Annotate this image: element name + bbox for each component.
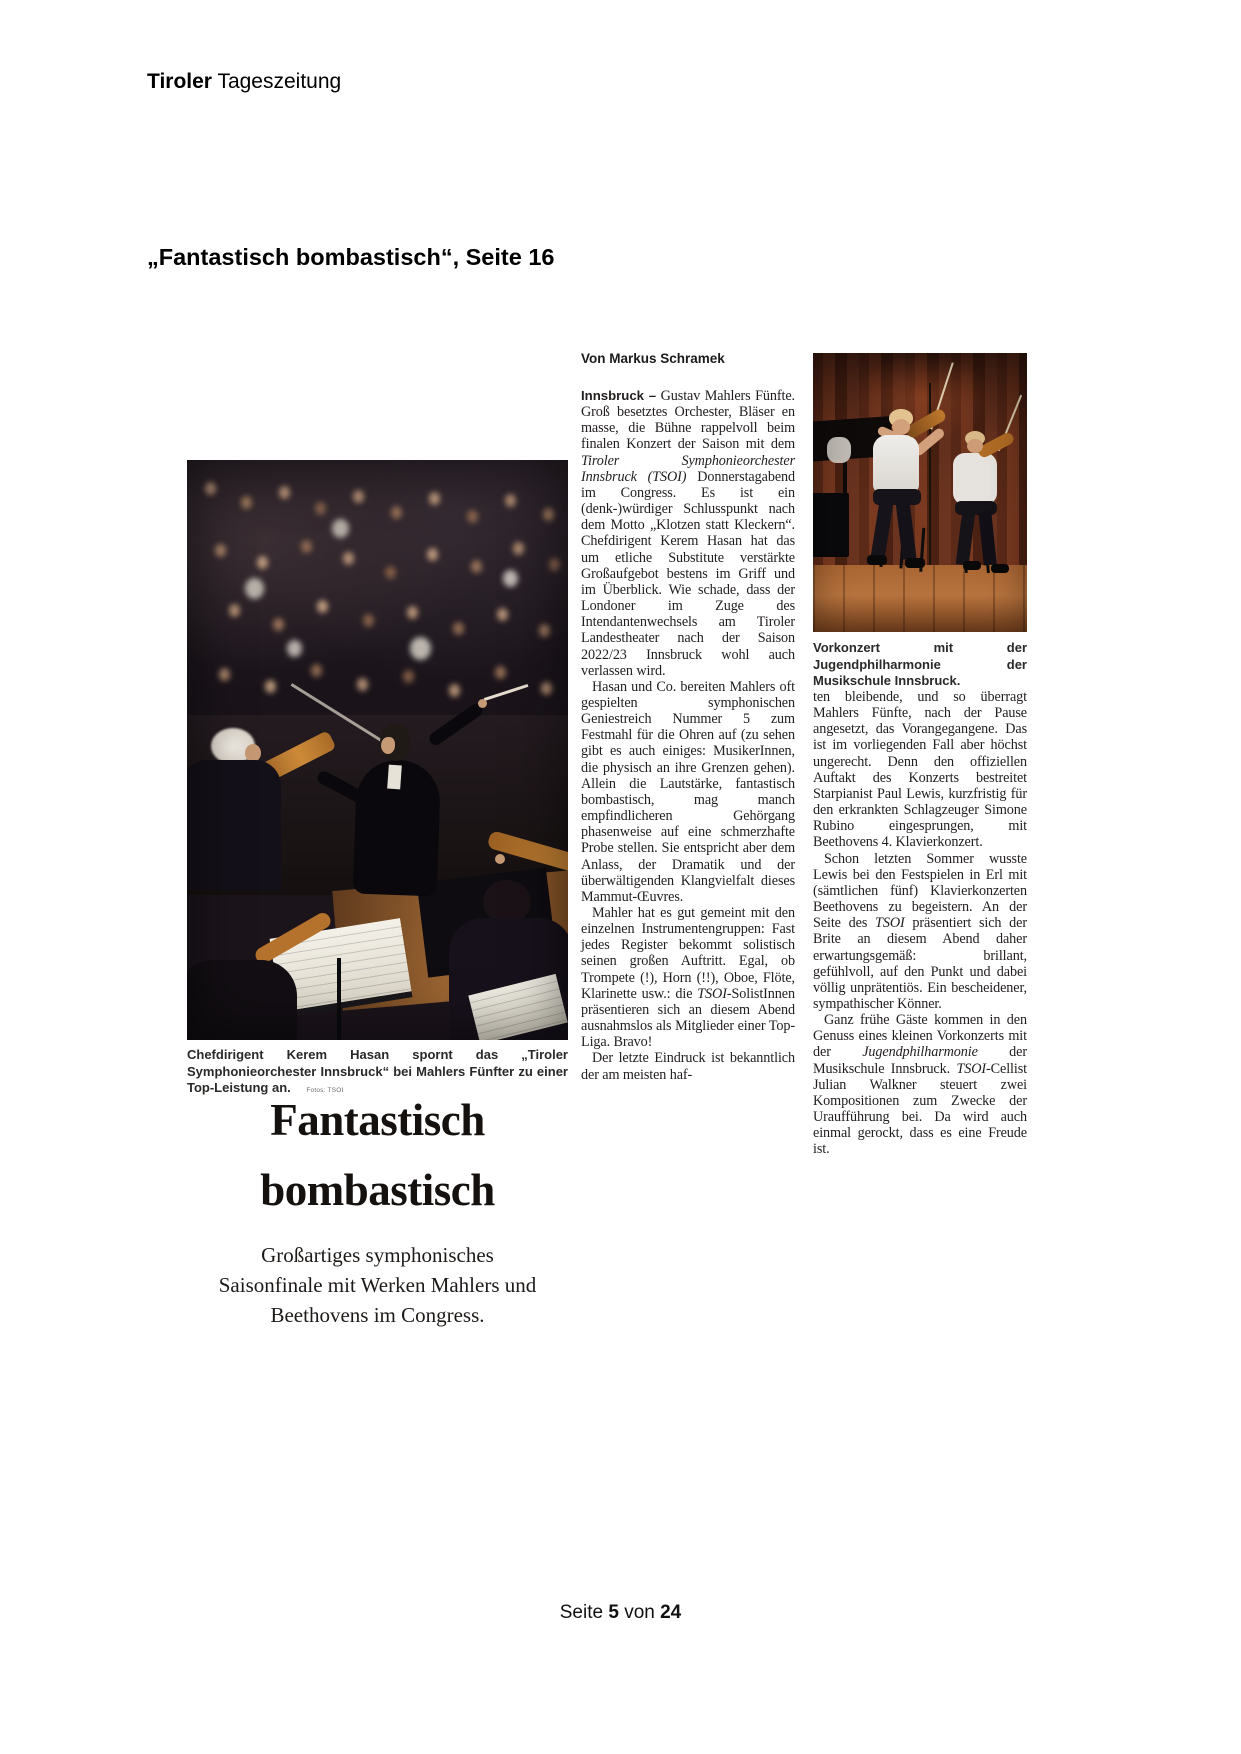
page-of-label: von — [624, 1602, 655, 1623]
youth-orchestra-photo — [813, 353, 1027, 632]
article-column-middle — [581, 388, 795, 1083]
page-number-total: 24 — [660, 1602, 682, 1623]
article-paragraph: Mahler hat es gut gemeint mit den einzelnen Instrumentengruppen: Fast jedes Register bekommt solistisch seinen großen Auftritt. Egal, ob Trompete (!), Horn (!!), Oboe, Flöte, Klarinette usw.: die TSOI-SolistInnen präsentieren sich an diesem Abend ausnahmslos als Mitglieder einer Top-Liga. Bravo! — [581, 905, 795, 1051]
page-reference-heading: „Fantastisch bombastisch“, Seite 16 — [147, 244, 555, 270]
photo-vignette — [187, 460, 568, 1040]
byline: Von Markus Schramek — [581, 351, 725, 366]
article-paragraph: Hasan und Co. bereiten Mahlers oft gespielten symphonischen Geniestreich Nummer 5 zum Festmahl für die Ohren auf (zu sehen gibt es auch einiges: MusikerInnen, die physisch an ihre Grenzen gehen). Allein die Lautstärke, fantastisch bombastisch, mag manch empfindlicheren Gehörgang phasenweise auf eine schmerzhafte Probe stellen. Sie entspricht aber dem Anlass, der Dramatik und der überwältigenden Klangvielfalt dieses Mammut-Œuvres. — [581, 678, 795, 905]
orchestra-concert-photo — [187, 460, 568, 1040]
photo-credit: Fotos: TSOI — [306, 1087, 344, 1094]
page-footer — [0, 1602, 1241, 1624]
page-number-current: 5 — [608, 1602, 619, 1623]
article-paragraph: Schon letzten Sommer wusste Lewis bei den Festspielen in Erl mit (sämtlichen fünf) Klavierkonzerten Beethovens zu begeistern. An der Seite des TSOI präsentiert sich der Brite an diesem Abend daher erwartungsgemäß: brillant, gefühlvoll, auf den Punkt und dabei völlig unprätentiös. Ein bescheidener, sympathischer Könner. — [813, 850, 1027, 1012]
article-paragraph: Innsbruck – Gustav Mahlers Fünfte. Groß besetztes Orchester, Bläser en masse, die Bühne rappelvoll beim finalen Konzert der Saison mit dem Tiroler Symphonieorchester Innsbruck (TSOI) Donnerstagabend im Congress. Es ist ein (denk-)würdiger Schlusspunkt nach dem Motto „Klotzen statt Kleckern“. Chefdirigent Kerem Hasan hat das um etliche Substitute verstärkte Großaufgebot bestens im Griff und im Überblick. Wie schade, dass der Londoner im Zuge des Intendantenwechsels am Tiroler Landestheater nach der Saison 2022/23 Innsbruck wohl auch verlassen wird. — [581, 388, 795, 679]
page-label: Seite — [559, 1602, 604, 1623]
article-paragraph: Ganz frühe Gäste kommen in den Genuss eines kleinen Vorkonzerts mit der Jugendphilharmonie der Musikschule Innsbruck. TSOI-Cellist Julian Walkner steuert zwei Kompositionen zum Zwecke der Uraufführung bei. Da wird auch einmal gerockt, dass es eine Freude ist. — [813, 1012, 1027, 1158]
article-subhead: Großartiges symphonisches Saisonfinale mit Werken Mahlers und Beethovens im Congress. — [218, 1243, 537, 1327]
article-paragraph: Der letzte Eindruck ist bekanntlich der am meisten haf- — [581, 1050, 795, 1083]
article-paragraph: ten bleibende, und so überragt Mahlers Fünfte, nach der Pause angesetzt, das Vorangegangene. Das ist im vorliegenden Fall aber höchst ungerecht. Denn den offiziellen Auftakt des Konzerts bestreitet Starpianist Paul Lewis, kurzfristig für den erkrankten Schlagzeuger Simone Rubino eingesprungen, mit Beethovens 4. Klavierkonzert. — [813, 689, 1027, 851]
masthead — [147, 70, 341, 94]
photo-vignette — [813, 353, 1027, 632]
masthead-brand-bold: Tiroler — [147, 70, 212, 93]
article-headline: Fantastisch bombastisch — [260, 1095, 495, 1215]
article-column-right — [813, 689, 1027, 1158]
photo-caption-right: Vorkonzert mit der Jugendphilharmonie der Musikschule Innsbruck. — [813, 640, 1027, 688]
caption-text: Chefdirigent Kerem Hasan spornt das „Tiroler Symphonieorchester Innsbruck“ bei Mahlers Fünfter zu einer Top-Leistung an. — [187, 1047, 568, 1095]
masthead-brand-rest: Tageszeitung — [217, 70, 342, 93]
